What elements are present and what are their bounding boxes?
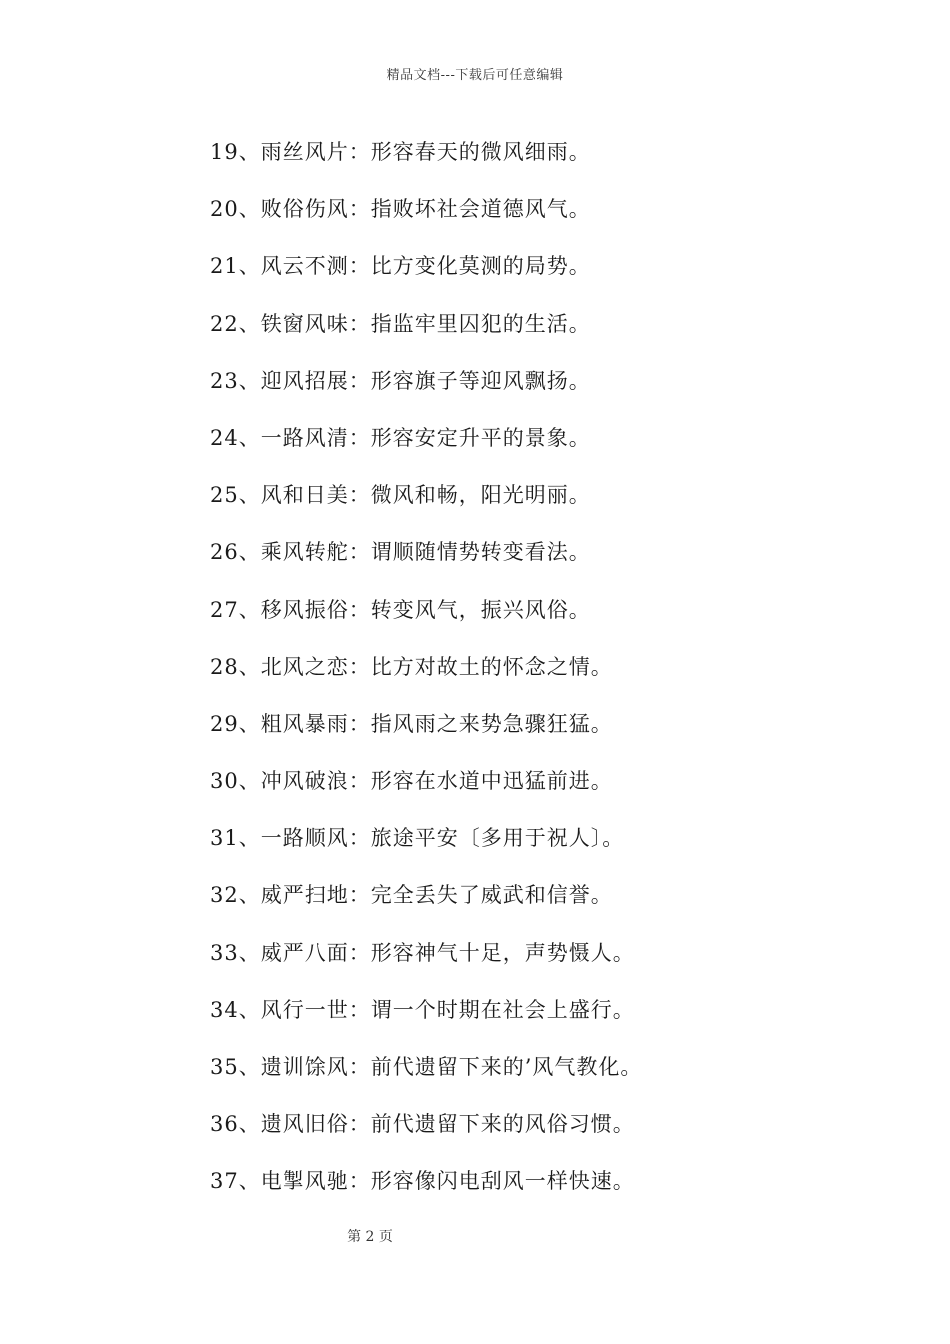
list-item: 30、冲风破浪：形容在水道中迅猛前进。 — [210, 769, 613, 794]
list-item: 19、雨丝风片：形容春天的微风细雨。 — [210, 140, 591, 164]
list-item: 27、移风振俗：转变风气，振兴风俗。 — [210, 597, 591, 622]
list-item: 32、威严扫地：完全丢失了威武和信誉。 — [210, 883, 613, 908]
list-item: 36、遗风旧俗：前代遗留下来的风俗习惯。 — [210, 1112, 635, 1137]
page-header: 精品文档---下载后可任意编辑 — [386, 68, 564, 83]
list-item: 37、电掣风驰：形容像闪电刮风一样快速。 — [210, 1169, 635, 1194]
idiom-list — [210, 130, 830, 1217]
list-item: 23、迎风招展：形容旗子等迎风飘扬。 — [210, 368, 591, 393]
list-item: 28、北风之恋：比方对故土的怀念之情。 — [210, 654, 613, 679]
list-item: 29、粗风暴雨：指风雨之来势急骤狂猛。 — [210, 711, 613, 736]
list-item: 33、威严八面：形容神气十足，声势慑人。 — [210, 940, 635, 965]
list-item: 26、乘风转舵：谓顺随情势转变看法。 — [210, 540, 591, 565]
list-item: 35、遗训馀风：前代遗留下来的’风气教化。 — [210, 1055, 643, 1079]
list-item: 34、风行一世：谓一个时期在社会上盛行。 — [210, 997, 635, 1022]
list-item: 22、铁窗风味：指监牢里囚犯的生活。 — [210, 311, 591, 336]
list-item: 20、败俗伤风：指败坏社会道德风气。 — [210, 197, 591, 222]
list-item: 25、风和日美：微风和畅，阳光明丽。 — [210, 483, 591, 508]
list-item: 24、一路风清：形容安定升平的景象。 — [210, 425, 591, 450]
page-number: 第 2 页 — [347, 1229, 393, 1245]
list-item: 31、一路顺风：旅途平安〔多用于祝人〕。 — [210, 826, 625, 851]
list-item: 21、风云不测：比方变化莫测的局势。 — [210, 254, 591, 279]
